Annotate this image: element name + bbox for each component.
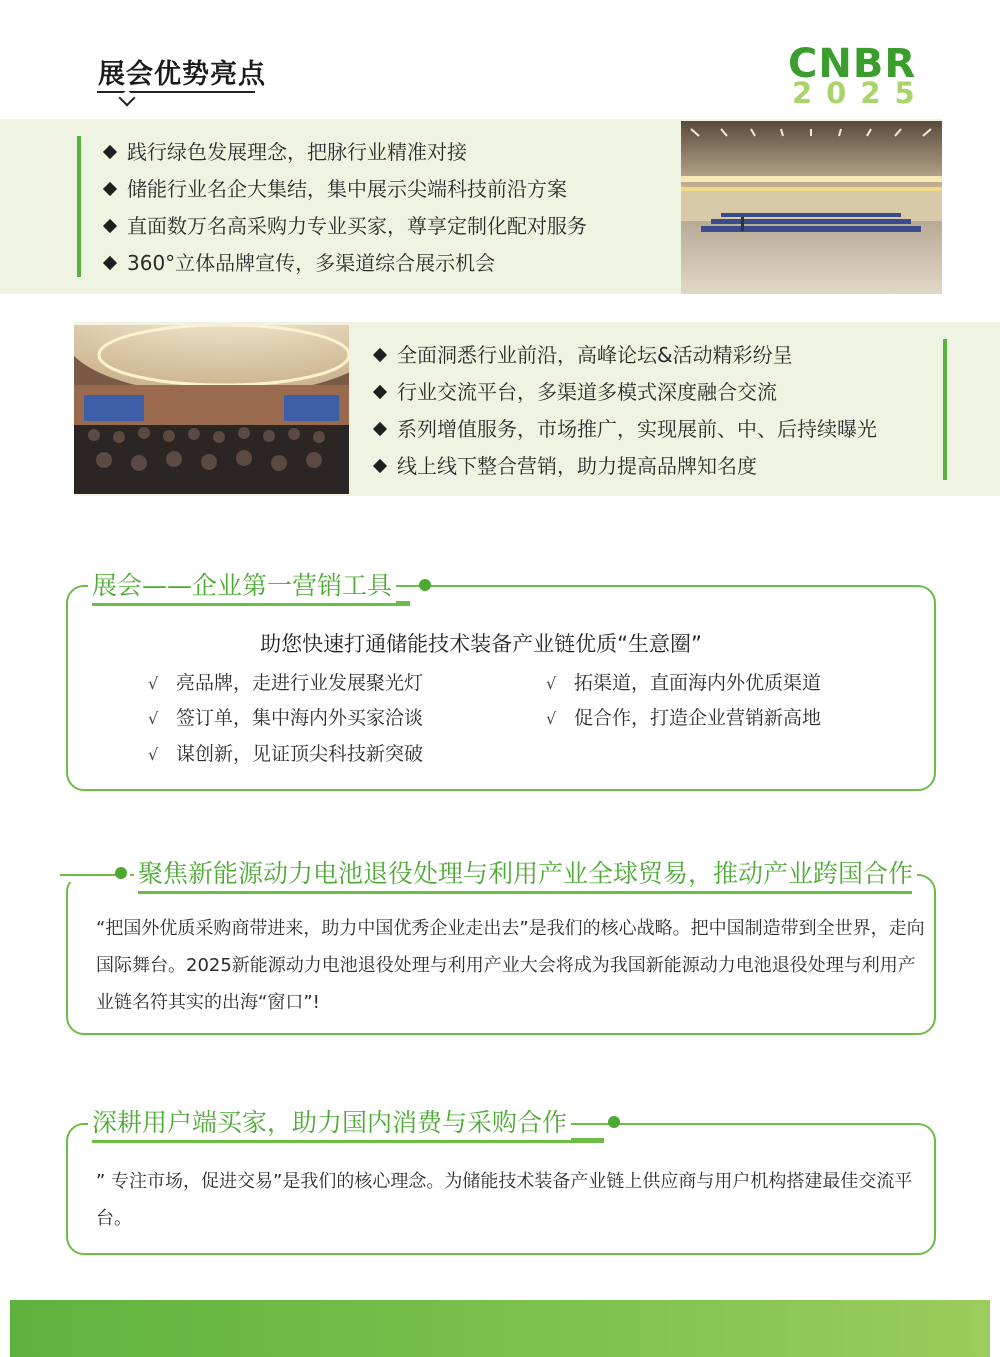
diamond-bullet-icon [103,182,117,196]
section-subtitle: 助您快速打通储能技术装备产业链优质“生意圈” [260,632,702,656]
accent-bar [77,136,81,277]
section-paragraph: “把国外优质采购商带进来，助力中国优秀企业走出去”是我们的核心战略。把中国制造带到全世界，走向国际舞台。2025新能源动力电池退役处理与利用产业大会将成为我国新能源动力电池退役处理与利用产业链名符其实的出海“窗口”! [96,918,925,1013]
list-item-text: 360°立体品牌宣传，多渠道综合展示机会 [127,251,496,275]
list-item-text: 线上线下整合营销，助力提高品牌知名度 [397,454,757,478]
section-heading: 聚焦新能源动力电池退役处理与利用产业全球贸易，推动产业跨国合作 [134,857,917,891]
diamond-bullet-icon [103,219,117,233]
checklist-item-text: 促合作，打造企业营销新高地 [574,707,822,729]
cnbr-logo-text: CNBR [788,41,917,87]
diamond-bullet-icon [103,145,117,159]
highlight-list-b [370,338,940,486]
list-item [100,172,670,209]
checklist-item [546,703,821,730]
check-icon: √ [148,674,159,693]
checklist-item [148,739,423,766]
checklist-item-text: 谋创新，见证顶尖科技新突破 [176,743,424,765]
list-item [100,209,670,246]
list-item [370,412,940,449]
box-border-segment [60,874,120,876]
diamond-bullet-icon [103,256,117,270]
checklist-item-text: 拓渠道，直面海内外优质渠道 [574,672,822,694]
list-item [370,375,940,412]
page-title: 展会优势亮点 [98,59,266,90]
list-item-text: 践行绿色发展理念，把脉行业精准对接 [127,140,467,164]
check-icon: √ [546,674,557,693]
section-paragraph: ” 专注市场，促进交易”是我们的核心理念。为储能技术装备产业链上供应商与用户机构搭建最佳交流平台。 [96,1171,913,1229]
footer-bar [10,1300,990,1357]
title-underline [97,91,255,93]
exhibition-hall-photo [681,121,942,294]
diamond-bullet-icon [373,348,387,362]
heading-dot-icon [608,1116,620,1128]
diamond-bullet-icon [373,422,387,436]
check-icon: √ [148,745,159,764]
list-item [370,338,940,375]
section-heading: 展会——企业第一营销工具 [88,569,396,603]
highlight-list-a [100,135,670,283]
accent-bar [943,339,947,480]
list-item-text: 全面洞悉行业前沿，高峰论坛&活动精彩纷呈 [397,343,793,367]
diamond-bullet-icon [373,385,387,399]
list-item-text: 行业交流平台，多渠道多模式深度融合交流 [397,380,777,404]
heading-dot-icon [115,867,127,879]
list-item-text: 直面数万名高采购力专业买家，尊享定制化配对服务 [127,214,587,238]
checklist-item [148,703,423,730]
list-item [370,449,940,486]
section-heading: 深耕用户端买家，助力国内消费与采购合作 [88,1106,571,1140]
checklist-item-text: 亮品牌，走进行业发展聚光灯 [176,672,424,694]
heading-dot-icon [419,579,431,591]
diamond-bullet-icon [373,459,387,473]
checklist-item [546,668,821,695]
list-item-text: 系列增值服务，市场推广，实现展前、中、后持续曝光 [397,417,877,441]
check-icon: √ [546,709,557,728]
checklist-item-text: 签订单，集中海内外买家洽谈 [176,707,424,729]
cnbr-logo-year: 2025 [792,76,929,110]
list-item [100,246,670,283]
list-item [100,135,670,172]
list-item-text: 储能行业名企大集结，集中展示尖端科技前沿方案 [127,177,567,201]
checklist-item [148,668,423,695]
check-icon: √ [148,709,159,728]
conference-audience-photo [74,325,349,494]
